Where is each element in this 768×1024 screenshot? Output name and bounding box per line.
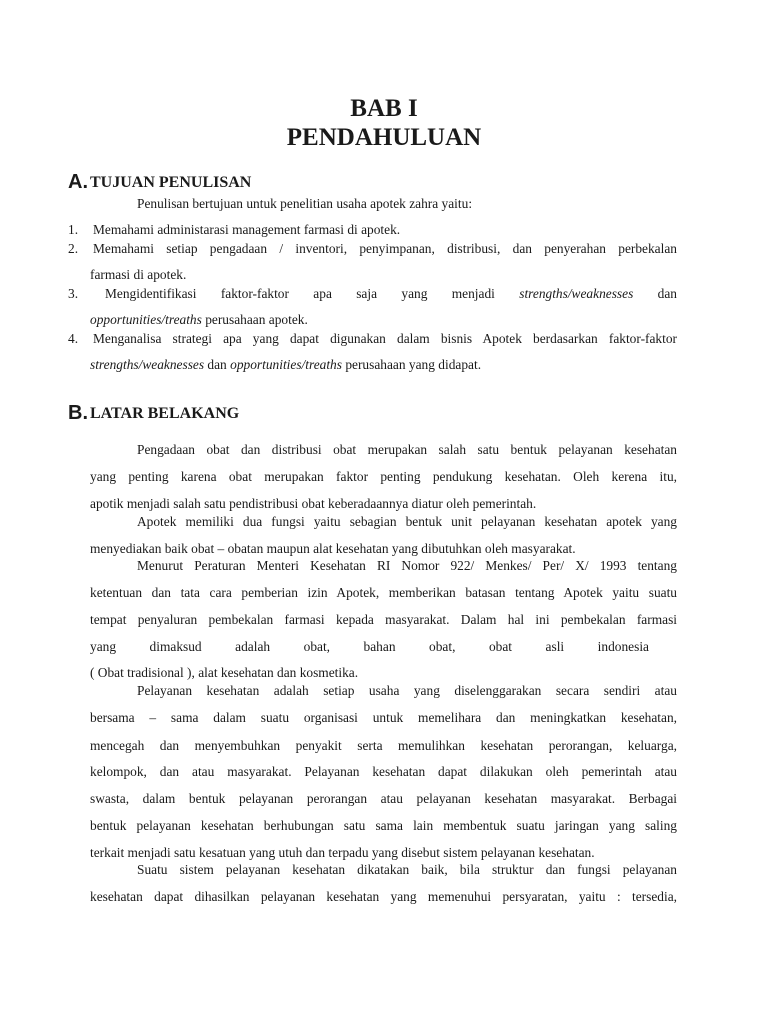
paragraph-line: Menurut Peraturan Menteri Kesehatan RI Nomor 922/ Menkes/ Per/ X/ 1993 tentang	[137, 558, 677, 573]
list-item-number: 3.	[68, 286, 79, 301]
paragraph-line: Pengadaan obat dan distribusi obat merupakan salah satu bentuk pelayanan kesehatan	[137, 442, 677, 457]
paragraph-line: kesehatan dapat dihasilkan pelayanan kesehatan yang memenuhui persyaratan, yaitu : tersedia,	[90, 889, 677, 904]
paragraph-line: bentuk pelayanan kesehatan berhubungan satu sama lain membentuk suatu jaringan yang saling	[90, 818, 677, 833]
list-item-continuation	[90, 356, 481, 374]
paragraph-line: Suatu sistem pelayanan kesehatan dikatakan baik, bila struktur dan fungsi pelayanan	[137, 862, 677, 877]
list-item-text: perusahaan apotek.	[205, 312, 308, 327]
section-a-letter: A.	[68, 171, 88, 193]
chapter-title: PENDAHULUAN	[286, 124, 482, 151]
list-item: Menganalisa strategi apa yang dapat digunakan dalam bisnis Apotek berdasarkan faktor-faktor	[93, 331, 677, 346]
paragraph-line: ( Obat tradisional ), alat kesehatan dan kosmetika.	[90, 665, 359, 680]
list-item-continuation: farmasi di apotek.	[90, 267, 187, 282]
paragraph-line: mencegah dan menyembuhkan penyakit serta memulihkan kesehatan perorangan, keluarga,	[90, 738, 677, 753]
section-b-letter: B.	[68, 402, 88, 424]
list-item	[105, 285, 677, 303]
list-item-number: 4.	[68, 331, 79, 346]
paragraph-line: terkait menjadi satu kesatuan yang utuh dan terpadu yang disebut sistem pelayanan kesehatan.	[90, 845, 595, 860]
paragraph-line: yang penting karena obat merupakan faktor penting pendukung kesehatan. Oleh kerena itu,	[90, 469, 677, 484]
emphasis-text: strengths/weaknesses	[519, 286, 634, 301]
section-a-title: TUJUAN PENULISAN	[90, 174, 252, 191]
paragraph-line: Apotek memiliki dua fungsi yaitu sebagian bentuk unit pelayanan kesehatan apotek yang	[137, 514, 677, 529]
paragraph-line: yang dimaksud adalah obat, bahan obat, obat asli indonesia	[90, 639, 649, 654]
paragraph-line: swasta, dalam bentuk pelayanan perorangan atau pelayanan kesehatan masyarakat. Berbagai	[90, 791, 677, 806]
paragraph-line: apotik menjadi salah satu pendistribusi obat keberadaannya diatur oleh pemerintah.	[90, 496, 537, 511]
list-item-text: perusahaan yang didapat.	[345, 357, 482, 372]
list-item-text: Mengidentifikasi faktor-faktor apa saja yang menjadi	[105, 286, 495, 301]
chapter-number: BAB I	[350, 95, 418, 122]
list-item-continuation	[90, 311, 308, 329]
emphasis-text: opportunities/treaths	[230, 357, 342, 372]
paragraph-line: menyediakan baik obat – obatan maupun alat kesehatan yang dibutuhkan oleh masyarakat.	[90, 541, 576, 556]
paragraph-line: Pelayanan kesehatan adalah setiap usaha yang diselenggarakan secara sendiri atau	[137, 683, 677, 698]
section-a-intro: Penulisan bertujuan untuk penelitian usaha apotek zahra yaitu:	[137, 196, 473, 211]
list-item-number: 1.	[68, 222, 79, 237]
section-b-title: LATAR BELAKANG	[90, 405, 240, 422]
emphasis-text: strengths/weaknesses	[90, 357, 205, 372]
list-item: Memahami setiap pengadaan / inventori, penyimpanan, distribusi, dan penyerahan perbekalan	[93, 241, 677, 256]
paragraph-line: ketentuan dan tata cara pemberian izin Apotek, memberikan batasan tentang Apotek yaitu suatu	[90, 585, 677, 600]
list-item-number: 2.	[68, 241, 79, 256]
list-item: Memahami administarasi management farmasi di apotek.	[93, 222, 401, 237]
paragraph-line: tempat penyaluran pembekalan farmasi kepada masyarakat. Dalam hal ini pembekalan farmasi	[90, 612, 677, 627]
list-item-text: dan	[657, 286, 677, 301]
emphasis-text: opportunities/treaths	[90, 312, 202, 327]
paragraph-line: kelompok, dan atau masyarakat. Pelayanan kesehatan dapat dilakukan oleh pemerintah atau	[90, 764, 677, 779]
paragraph-line: bersama – sama dalam suatu organisasi untuk memelihara dan meningkatkan kesehatan,	[90, 710, 677, 725]
list-item-text: dan	[207, 357, 227, 372]
